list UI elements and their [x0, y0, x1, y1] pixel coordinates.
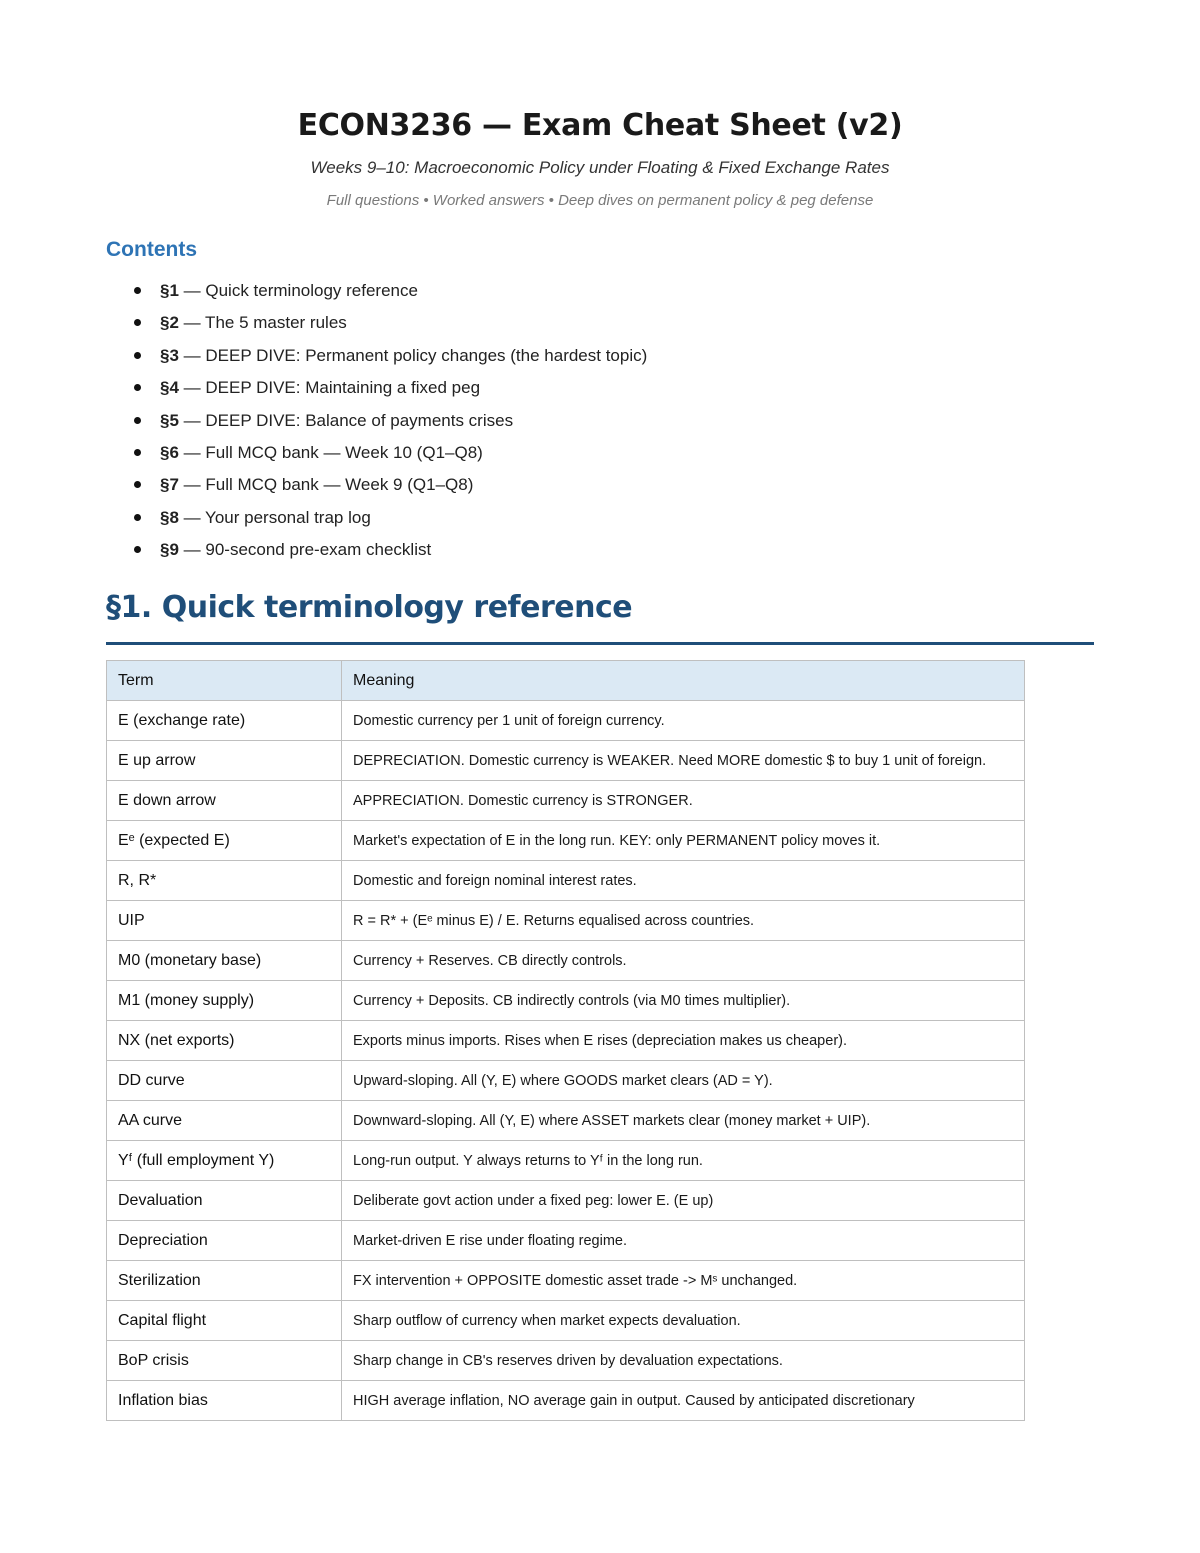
contents-item[interactable] [106, 440, 647, 472]
term-cell: Depreciation [107, 1221, 342, 1261]
meaning-cell: Deliberate govt action under a fixed peg: lower E. (E up) [342, 1181, 1025, 1221]
table-row [107, 861, 1025, 901]
document-title: ECON3236 — Exam Cheat Sheet (v2) [297, 108, 903, 143]
table-row [107, 1101, 1025, 1141]
meaning-cell: FX intervention + OPPOSITE domestic asset trade -> Mˢ unchanged. [342, 1261, 1025, 1301]
meaning-cell: Sharp change in CB's reserves driven by devaluation expectations. [342, 1341, 1025, 1381]
term-cell: AA curve [107, 1101, 342, 1141]
contents-item[interactable] [106, 278, 647, 310]
bullet-icon [134, 352, 141, 359]
contents-item[interactable] [106, 537, 647, 569]
bullet-icon [134, 384, 141, 391]
contents-item-section-number: §5 [160, 410, 179, 430]
term-cell: M1 (money supply) [107, 981, 342, 1021]
contents-item-section-number: §3 [160, 345, 179, 365]
meaning-cell: Currency + Reserves. CB directly controls. [342, 941, 1025, 981]
contents-item-label: — Full MCQ bank — Week 10 (Q1–Q8) [178, 442, 483, 462]
table-row [107, 821, 1025, 861]
bullet-icon [134, 481, 141, 488]
term-cell: Capital flight [107, 1301, 342, 1341]
table-row [107, 701, 1025, 741]
table-row [107, 981, 1025, 1021]
table-row [107, 1261, 1025, 1301]
document-tagline: Full questions • Worked answers • Deep dives on permanent policy & peg defense [326, 192, 874, 209]
section-divider [106, 642, 1094, 645]
contents-item-label: — DEEP DIVE: Permanent policy changes (the hardest topic) [178, 345, 648, 365]
contents-item-label: — The 5 master rules [178, 313, 347, 333]
contents-item[interactable] [106, 408, 647, 440]
contents-item-label: — DEEP DIVE: Balance of payments crises [178, 410, 514, 430]
meaning-cell: HIGH average inflation, NO average gain in output. Caused by anticipated discretionary [342, 1381, 1025, 1421]
contents-item-section-number: §4 [160, 378, 179, 398]
contents-item[interactable] [106, 310, 647, 342]
term-cell: DD curve [107, 1061, 342, 1101]
table-row [107, 1341, 1025, 1381]
term-cell: NX (net exports) [107, 1021, 342, 1061]
meaning-cell: Exports minus imports. Rises when E rises (depreciation makes us cheaper). [342, 1021, 1025, 1061]
column-header-meaning: Meaning [342, 661, 1025, 701]
term-cell: Sterilization [107, 1261, 342, 1301]
bullet-icon [134, 287, 141, 294]
term-cell: Devaluation [107, 1181, 342, 1221]
term-cell: UIP [107, 901, 342, 941]
document-subtitle: Weeks 9–10: Macroeconomic Policy under Floating & Fixed Exchange Rates [310, 158, 890, 177]
section-1-heading: §1. Quick terminology reference [106, 590, 633, 625]
table-row [107, 1141, 1025, 1181]
table-header-row [107, 661, 1025, 701]
table-row [107, 1381, 1025, 1421]
term-cell: Inflation bias [107, 1381, 342, 1421]
bullet-icon [134, 514, 141, 521]
contents-heading: Contents [106, 238, 197, 261]
meaning-cell: Market-driven E rise under floating regime. [342, 1221, 1025, 1261]
term-cell: E down arrow [107, 781, 342, 821]
meaning-cell: Market's expectation of E in the long run. KEY: only PERMANENT policy moves it. [342, 821, 1025, 861]
term-cell: R, R* [107, 861, 342, 901]
contents-item-label: — DEEP DIVE: Maintaining a fixed peg [178, 378, 481, 398]
table-row [107, 1301, 1025, 1341]
table-row [107, 1221, 1025, 1261]
column-header-term: Term [107, 661, 342, 701]
contents-item-label: — Full MCQ bank — Week 9 (Q1–Q8) [178, 475, 474, 495]
meaning-cell: Currency + Deposits. CB indirectly controls (via M0 times multiplier). [342, 981, 1025, 1021]
contents-item-label: — 90-second pre-exam checklist [178, 540, 432, 560]
contents-item[interactable] [106, 375, 647, 407]
term-cell: Eᵉ (expected E) [107, 821, 342, 861]
table-row [107, 781, 1025, 821]
meaning-cell: Domestic and foreign nominal interest rates. [342, 861, 1025, 901]
meaning-cell: Domestic currency per 1 unit of foreign currency. [342, 701, 1025, 741]
term-cell: Yᶠ (full employment Y) [107, 1141, 342, 1181]
contents-item-section-number: §9 [160, 540, 179, 560]
table-row [107, 1061, 1025, 1101]
contents-item-label: — Quick terminology reference [178, 281, 418, 300]
term-cell: E (exchange rate) [107, 701, 342, 741]
table-row [107, 1181, 1025, 1221]
term-cell: BoP crisis [107, 1341, 342, 1381]
term-cell: E up arrow [107, 741, 342, 781]
meaning-cell: R = R* + (Eᵉ minus E) / E. Returns equalised across countries. [342, 901, 1025, 941]
meaning-cell: DEPRECIATION. Domestic currency is WEAKER. Need MORE domestic $ to buy 1 unit of foreign. [342, 741, 1025, 781]
contents-item[interactable] [106, 505, 647, 537]
contents-item[interactable] [106, 343, 647, 375]
table-of-contents [106, 278, 647, 570]
meaning-cell: Downward-sloping. All (Y, E) where ASSET markets clear (money market + UIP). [342, 1101, 1025, 1141]
contents-item-section-number: §2 [160, 313, 179, 333]
contents-item-section-number: §8 [160, 507, 179, 527]
bullet-icon [134, 417, 141, 424]
meaning-cell: APPRECIATION. Domestic currency is STRONGER. [342, 781, 1025, 821]
contents-item-label: — Your personal trap log [178, 507, 371, 527]
contents-item-section-number: §6 [160, 442, 179, 462]
terminology-table [106, 660, 1025, 1421]
meaning-cell: Long-run output. Y always returns to Yᶠ in the long run. [342, 1141, 1025, 1181]
table-row [107, 901, 1025, 941]
bullet-icon [134, 319, 141, 326]
meaning-cell: Sharp outflow of currency when market expects devaluation. [342, 1301, 1025, 1341]
table-row [107, 1021, 1025, 1061]
table-row [107, 941, 1025, 981]
contents-item-section-number: §1 [160, 281, 179, 300]
bullet-icon [134, 546, 141, 553]
term-cell: M0 (monetary base) [107, 941, 342, 981]
table-row [107, 741, 1025, 781]
meaning-cell: Upward-sloping. All (Y, E) where GOODS market clears (AD = Y). [342, 1061, 1025, 1101]
bullet-icon [134, 449, 141, 456]
contents-item-section-number: §7 [160, 475, 179, 495]
contents-item[interactable] [106, 472, 647, 504]
